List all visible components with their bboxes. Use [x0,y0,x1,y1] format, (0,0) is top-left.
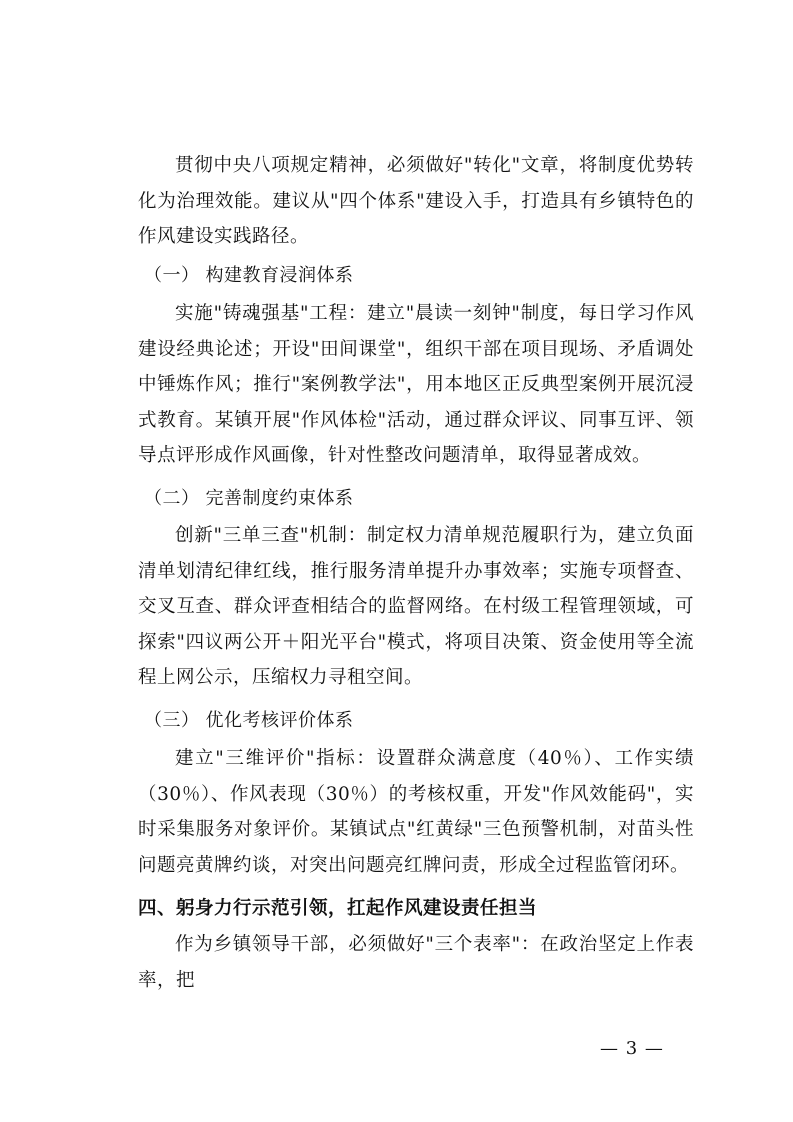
subsection-body-1: 实施"铸魂强基"工程：建立"晨读一刻钟"制度，每日学习作风建设经典论述；开设"田间课堂"，组织干部在项目现场、矛盾调处中锤炼作风；推行"案例教学法"，用本地区正反典型案例开展沉浸式教育。某镇开展"作风体检"活动，通过群众评议、同事互评、领导点评形成作风画像，针对性整改问题清单，取得显著成效。 [138,303,694,466]
subsection-number: （一） [144,265,200,286]
subsection-title: 完善制度约束体系 [205,488,354,509]
subsection-number: （三） [144,710,200,731]
subsection-number: （二） [144,488,200,509]
section-four-heading: 四、躬身力行示范引领，扛起作风建设责任担当 [138,898,538,919]
intro-paragraph: 贯彻中央八项规定精神，必须做好"转化"文章，将制度优势转化为治理效能。建议从"四个体系"建设入手，打造具有乡镇特色的作风建设实践路径。 [138,155,694,247]
subsection-heading-1 [144,261,354,291]
subsection-body-3: 建立"三维评价"指标：设置群众满意度（40％）、工作实绩（30％）、作风表现（30％）的考核权重，开发"作风效能码"，实时采集服务对象评价。某镇试点"红黄绿"三色预警机制，对苗头性问题亮黄牌约谈，对突出问题亮红牌问责，形成全过程监管闭环。 [138,748,694,876]
subsection-title: 构建教育浸润体系 [205,265,354,286]
subsection-title: 优化考核评价体系 [205,710,354,731]
subsection-heading-2 [144,484,354,514]
page-number: — 3 — [600,1038,664,1059]
section-four-body: 作为乡镇领导干部，必须做好"三个表率"：在政治坚定上作表率，把 [138,934,694,991]
subsection-heading-3 [144,706,354,736]
subsection-body-2: 创新"三单三查"机制：制定权力清单规范履职行为，建立负面清单划清纪律红线，推行服务清单提升办事效率；实施专项督查、交叉互查、群众评查相结合的监督网络。在村级工程管理领域，可探索"四议两公开＋阳光平台"模式，将项目决策、资金使用等全流程上网公示，压缩权力寻租空间。 [138,525,694,688]
